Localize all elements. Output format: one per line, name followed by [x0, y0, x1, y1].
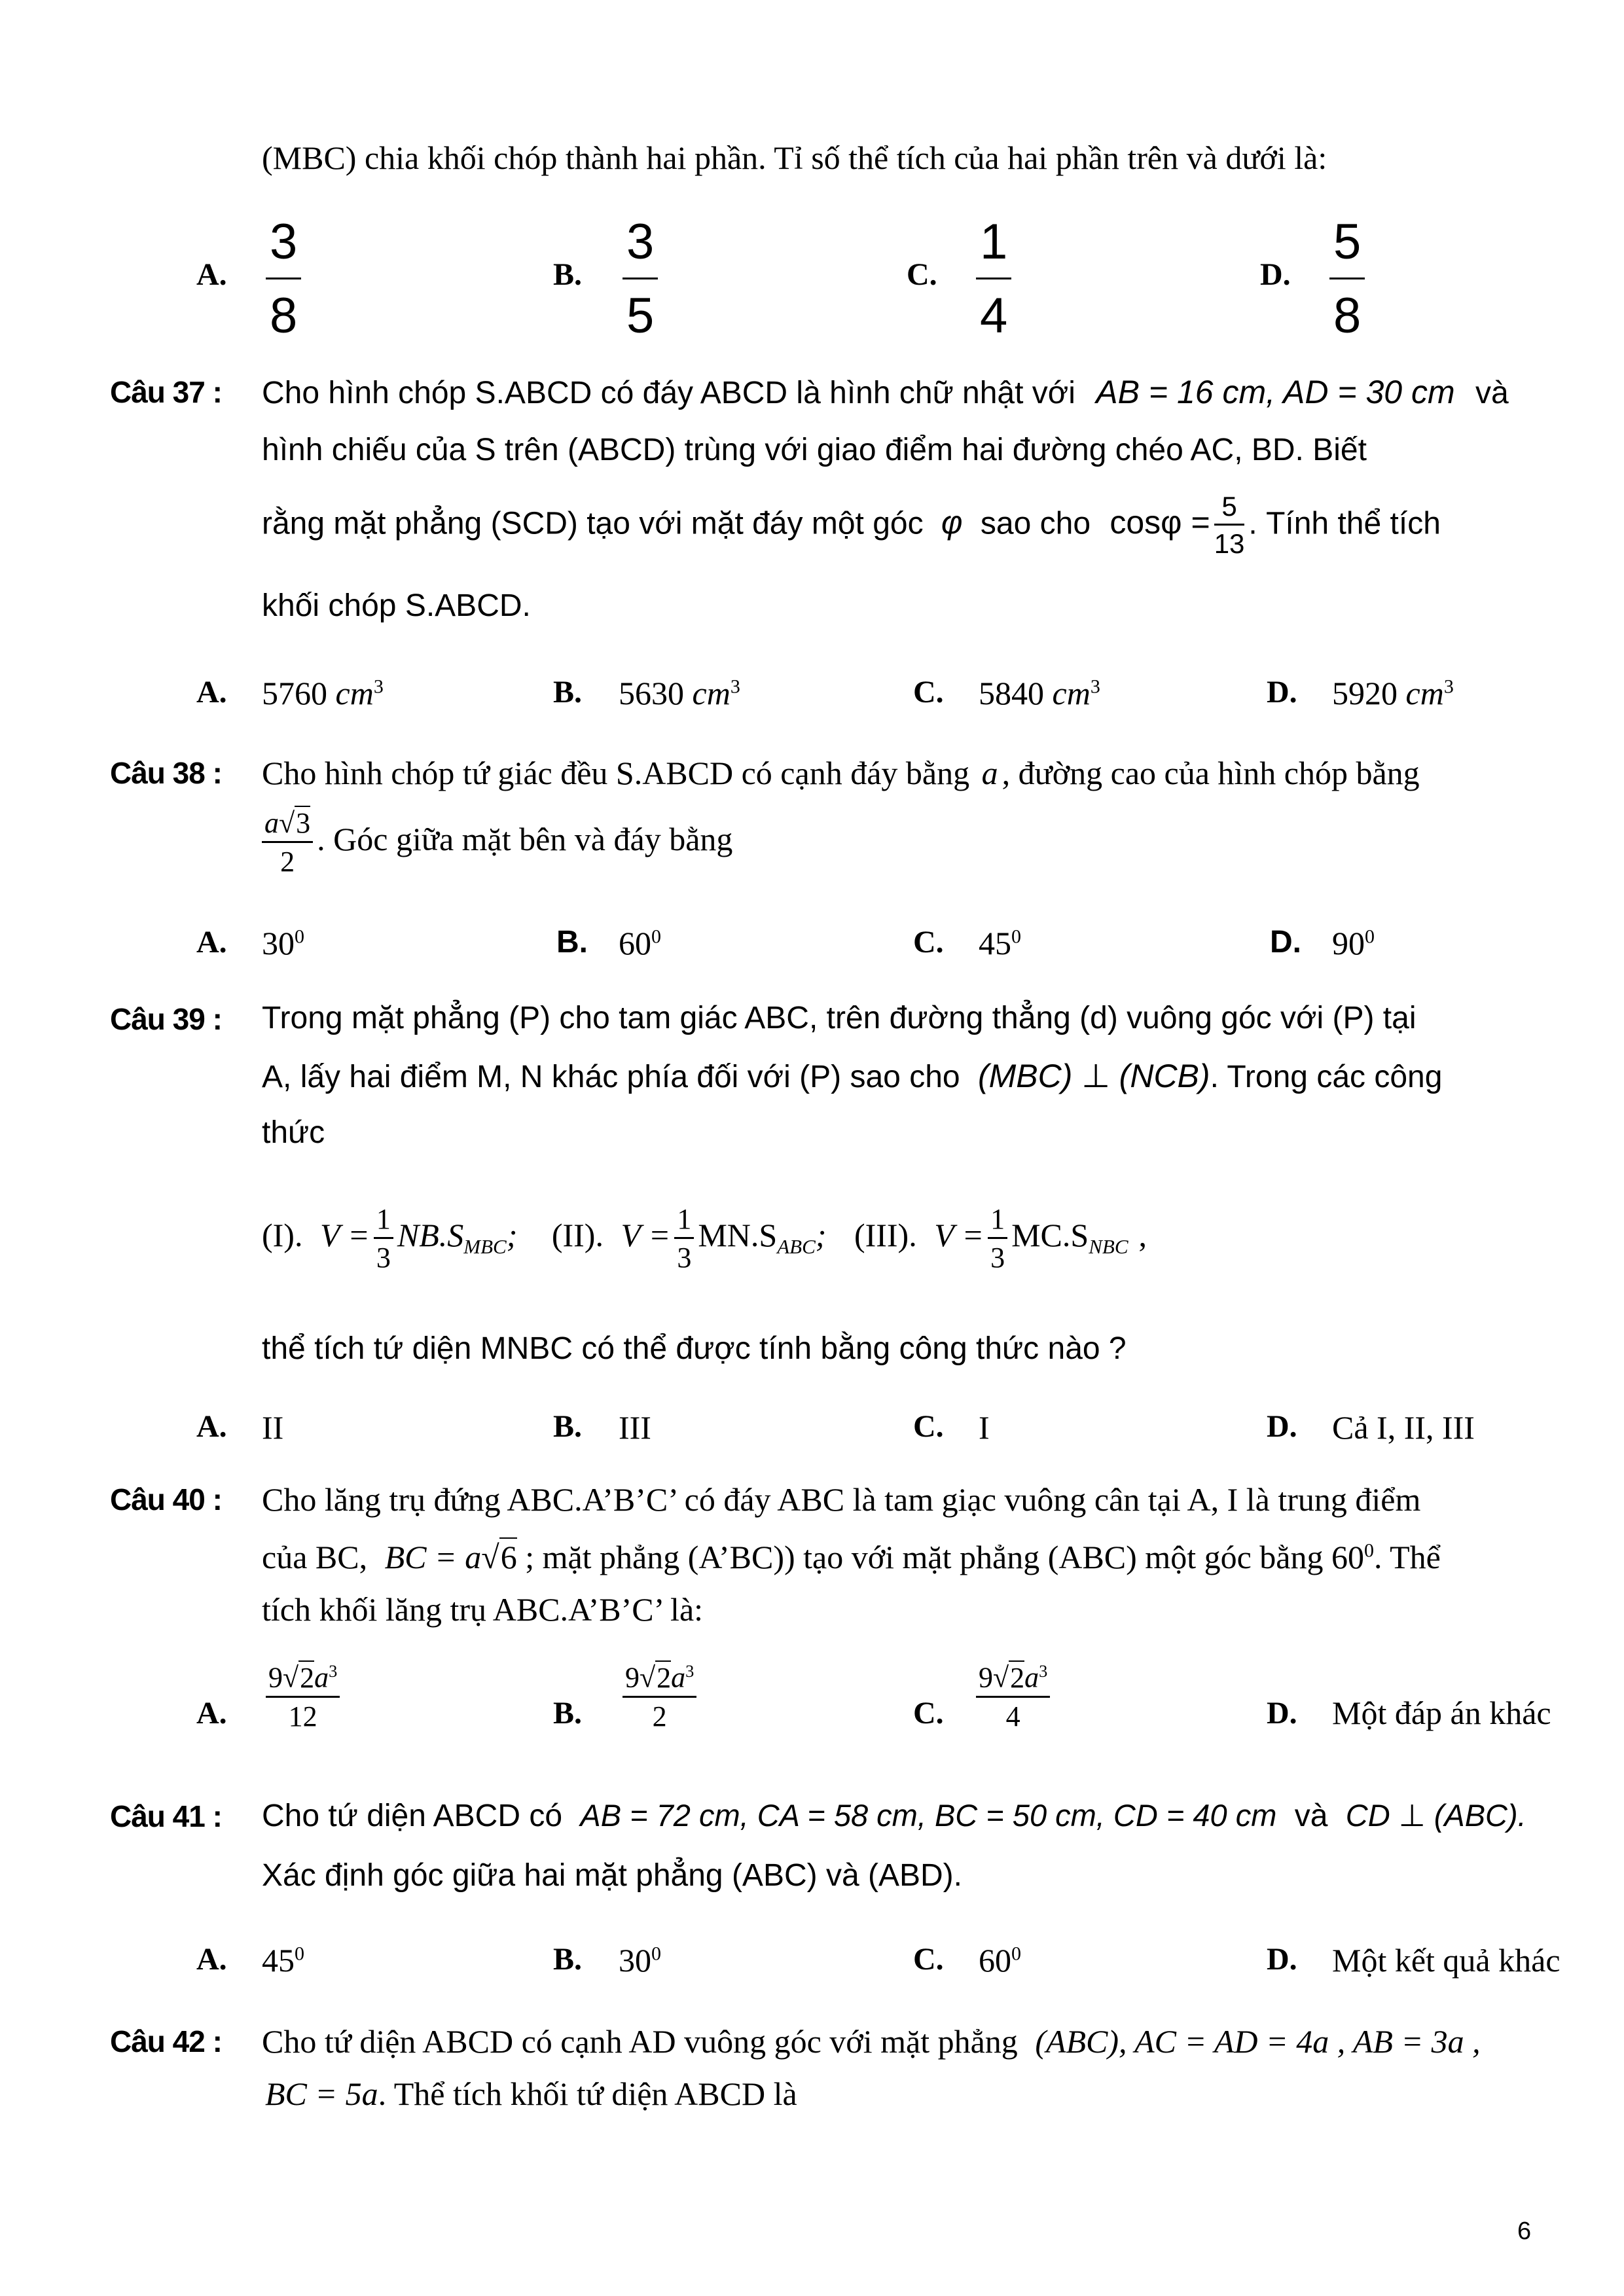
- q39-option-c: I: [979, 1409, 990, 1446]
- q38-option-d: $90^0$: [1332, 925, 1375, 961]
- option-d-fraction: $\frac{5}{8}$: [1329, 216, 1365, 342]
- q40-line3: tích khối lăng trụ ABC.A’B’C’ là:: [262, 1591, 704, 1628]
- q38-line1: Cho hình chóp tứ giác đều S.ABCD có cạnh đáy bằng a , đường cao của hình chóp bằng: [262, 755, 1420, 791]
- q38-option-b-label: B.: [556, 925, 588, 960]
- q41-option-a-label: A.: [196, 1942, 227, 1977]
- q39-heading: Câu 39 :: [110, 1002, 222, 1036]
- q42-heading: Câu 42 :: [110, 2024, 222, 2058]
- q38-option-c-label: C.: [913, 925, 944, 960]
- q38-option-a: $30^0$: [262, 925, 304, 961]
- q37-line1: Cho hình chóp S.ABCD có đáy ABCD là hình chữ nhật với AB = 16 cm, AD = 30 cm và: [262, 374, 1509, 410]
- q39-option-a: II: [262, 1409, 284, 1446]
- q41-heading: Câu 41 :: [110, 1799, 222, 1833]
- q40-option-b-label: B.: [553, 1696, 583, 1731]
- q40-line1: Cho lăng trụ đứng ABC.A’B’C’ có đáy ABC là tam giạc vuông cân tại A, I là trung điểm: [262, 1481, 1421, 1518]
- q41-option-b-label: B.: [553, 1942, 583, 1977]
- q41-option-c-label: C.: [913, 1942, 944, 1977]
- q41-option-b: $30^0$: [619, 1942, 661, 1979]
- q37-option-b-label: B.: [553, 675, 583, 709]
- q37-option-b: 5630 $cm^3$: [619, 675, 740, 711]
- q40-heading: Câu 40 :: [110, 1482, 222, 1516]
- q37-line3: rằng mặt phẳng (SCD) tạo với mặt đáy một góc φ sao cho cosφ = $\frac{5}{13}$ . Tính thể tích: [262, 491, 1441, 560]
- q37-line2: hình chiếu của S trên (ABCD) trùng với giao điểm hai đường chéo AC, BD. Biết: [262, 433, 1367, 467]
- q38-option-d-label: D.: [1270, 925, 1301, 960]
- q41-option-d: Một kết quả khác: [1332, 1942, 1561, 1979]
- q39-line3: thức: [262, 1115, 325, 1150]
- q37-option-a: 5760 $cm^3$: [262, 675, 384, 711]
- q41-line1: Cho tứ diện ABCD có AB = 72 cm, CA = 58 cm, BC = 50 cm, CD = 40 cm và CD ⊥ (ABC).: [262, 1798, 1526, 1833]
- q37-heading: Câu 37 :: [110, 375, 222, 409]
- q39-line5: thể tích tứ diện MNBC có thể được tính bằng công thức nào ?: [262, 1331, 1127, 1366]
- q42-line2: BC = 5a. Thể tích khối tứ diện ABCD là: [265, 2075, 797, 2112]
- q39-option-d: Cả I, II, III: [1332, 1409, 1475, 1446]
- q41-option-d-label: D.: [1267, 1942, 1297, 1977]
- option-b-label: B.: [553, 257, 583, 292]
- q37-option-a-label: A.: [196, 675, 227, 709]
- q37-option-d: 5920 $cm^3$: [1332, 675, 1454, 711]
- q39-option-a-label: A.: [196, 1409, 227, 1444]
- q37-option-c-label: C.: [913, 675, 944, 709]
- q40-option-d: Một đáp án khác: [1332, 1695, 1551, 1731]
- q38-option-b: $60^0$: [619, 925, 661, 961]
- q39-option-c-label: C.: [913, 1409, 944, 1444]
- q41-option-a: $45^0$: [262, 1942, 304, 1979]
- intro-line: (MBC) chia khối chóp thành hai phần. Tỉ số thể tích của hai phần trên và dưới là:: [262, 139, 1327, 176]
- option-a-label: A.: [196, 257, 227, 292]
- q40-option-b: $\frac{9√2a^3}{2}$: [623, 1662, 696, 1732]
- q38-option-a-label: A.: [196, 925, 227, 960]
- q39-option-b: III: [619, 1409, 651, 1446]
- option-a-fraction: $\frac{3}{8}$: [266, 216, 301, 342]
- option-c-fraction: $\frac{1}{4}$: [976, 216, 1011, 342]
- q40-option-c: $\frac{9√2a^3}{4}$: [976, 1662, 1050, 1732]
- q39-option-b-label: B.: [553, 1409, 583, 1444]
- q39-line1: Trong mặt phẳng (P) cho tam giác ABC, trên đường thẳng (d) vuông góc với (P) tại: [262, 1001, 1416, 1035]
- q41-line2: Xác định góc giữa hai mặt phẳng (ABC) và (ABD).: [262, 1858, 962, 1893]
- q37-option-d-label: D.: [1267, 675, 1297, 709]
- q40-option-c-label: C.: [913, 1696, 944, 1731]
- option-b-fraction: $\frac{3}{5}$: [623, 216, 658, 342]
- q39-option-d-label: D.: [1267, 1409, 1297, 1444]
- q37-line4: khối chóp S.ABCD.: [262, 588, 531, 623]
- page-number: 6: [1517, 2217, 1532, 2245]
- q39-line2: A, lấy hai điểm M, N khác phía đối với (P) sao cho (MBC) ⊥ (NCB). Trong các công: [262, 1058, 1443, 1094]
- q40-option-a-label: A.: [196, 1696, 227, 1731]
- q41-option-c: $60^0$: [979, 1942, 1021, 1979]
- q40-option-d-label: D.: [1267, 1696, 1297, 1731]
- option-d-label: D.: [1260, 257, 1291, 292]
- q38-line2: $\frac{a√3}{2}$ . Góc giữa mặt bên và đáy bằng: [262, 808, 732, 877]
- q37-option-c: 5840 $cm^3$: [979, 675, 1100, 711]
- q40-option-a: $\frac{9√2a^3}{12}$: [266, 1662, 340, 1732]
- option-c-label: C.: [907, 257, 937, 292]
- q42-line1: Cho tứ diện ABCD có cạnh AD vuông góc với mặt phẳng (ABC), AC = AD = 4a , AB = 3a ,: [262, 2023, 1481, 2060]
- q39-formulas: (I). V = $\frac{1}{3}$ $NB.S_{MBC}$; (II). V = $\frac{1}{3}$ $MN.S_{ABC}$; (III). V = $\frac{1}{3}$ $MC.S_{NBC}$ ,: [262, 1203, 1147, 1274]
- q38-heading: Câu 38 :: [110, 756, 222, 790]
- q40-line2: của BC, BC = a√6 ; mặt phẳng (A’BC)) tạo với mặt phẳng (ABC) một góc bằng $60^0$. Thể: [262, 1539, 1441, 1575]
- q38-option-c: $45^0$: [979, 925, 1021, 961]
